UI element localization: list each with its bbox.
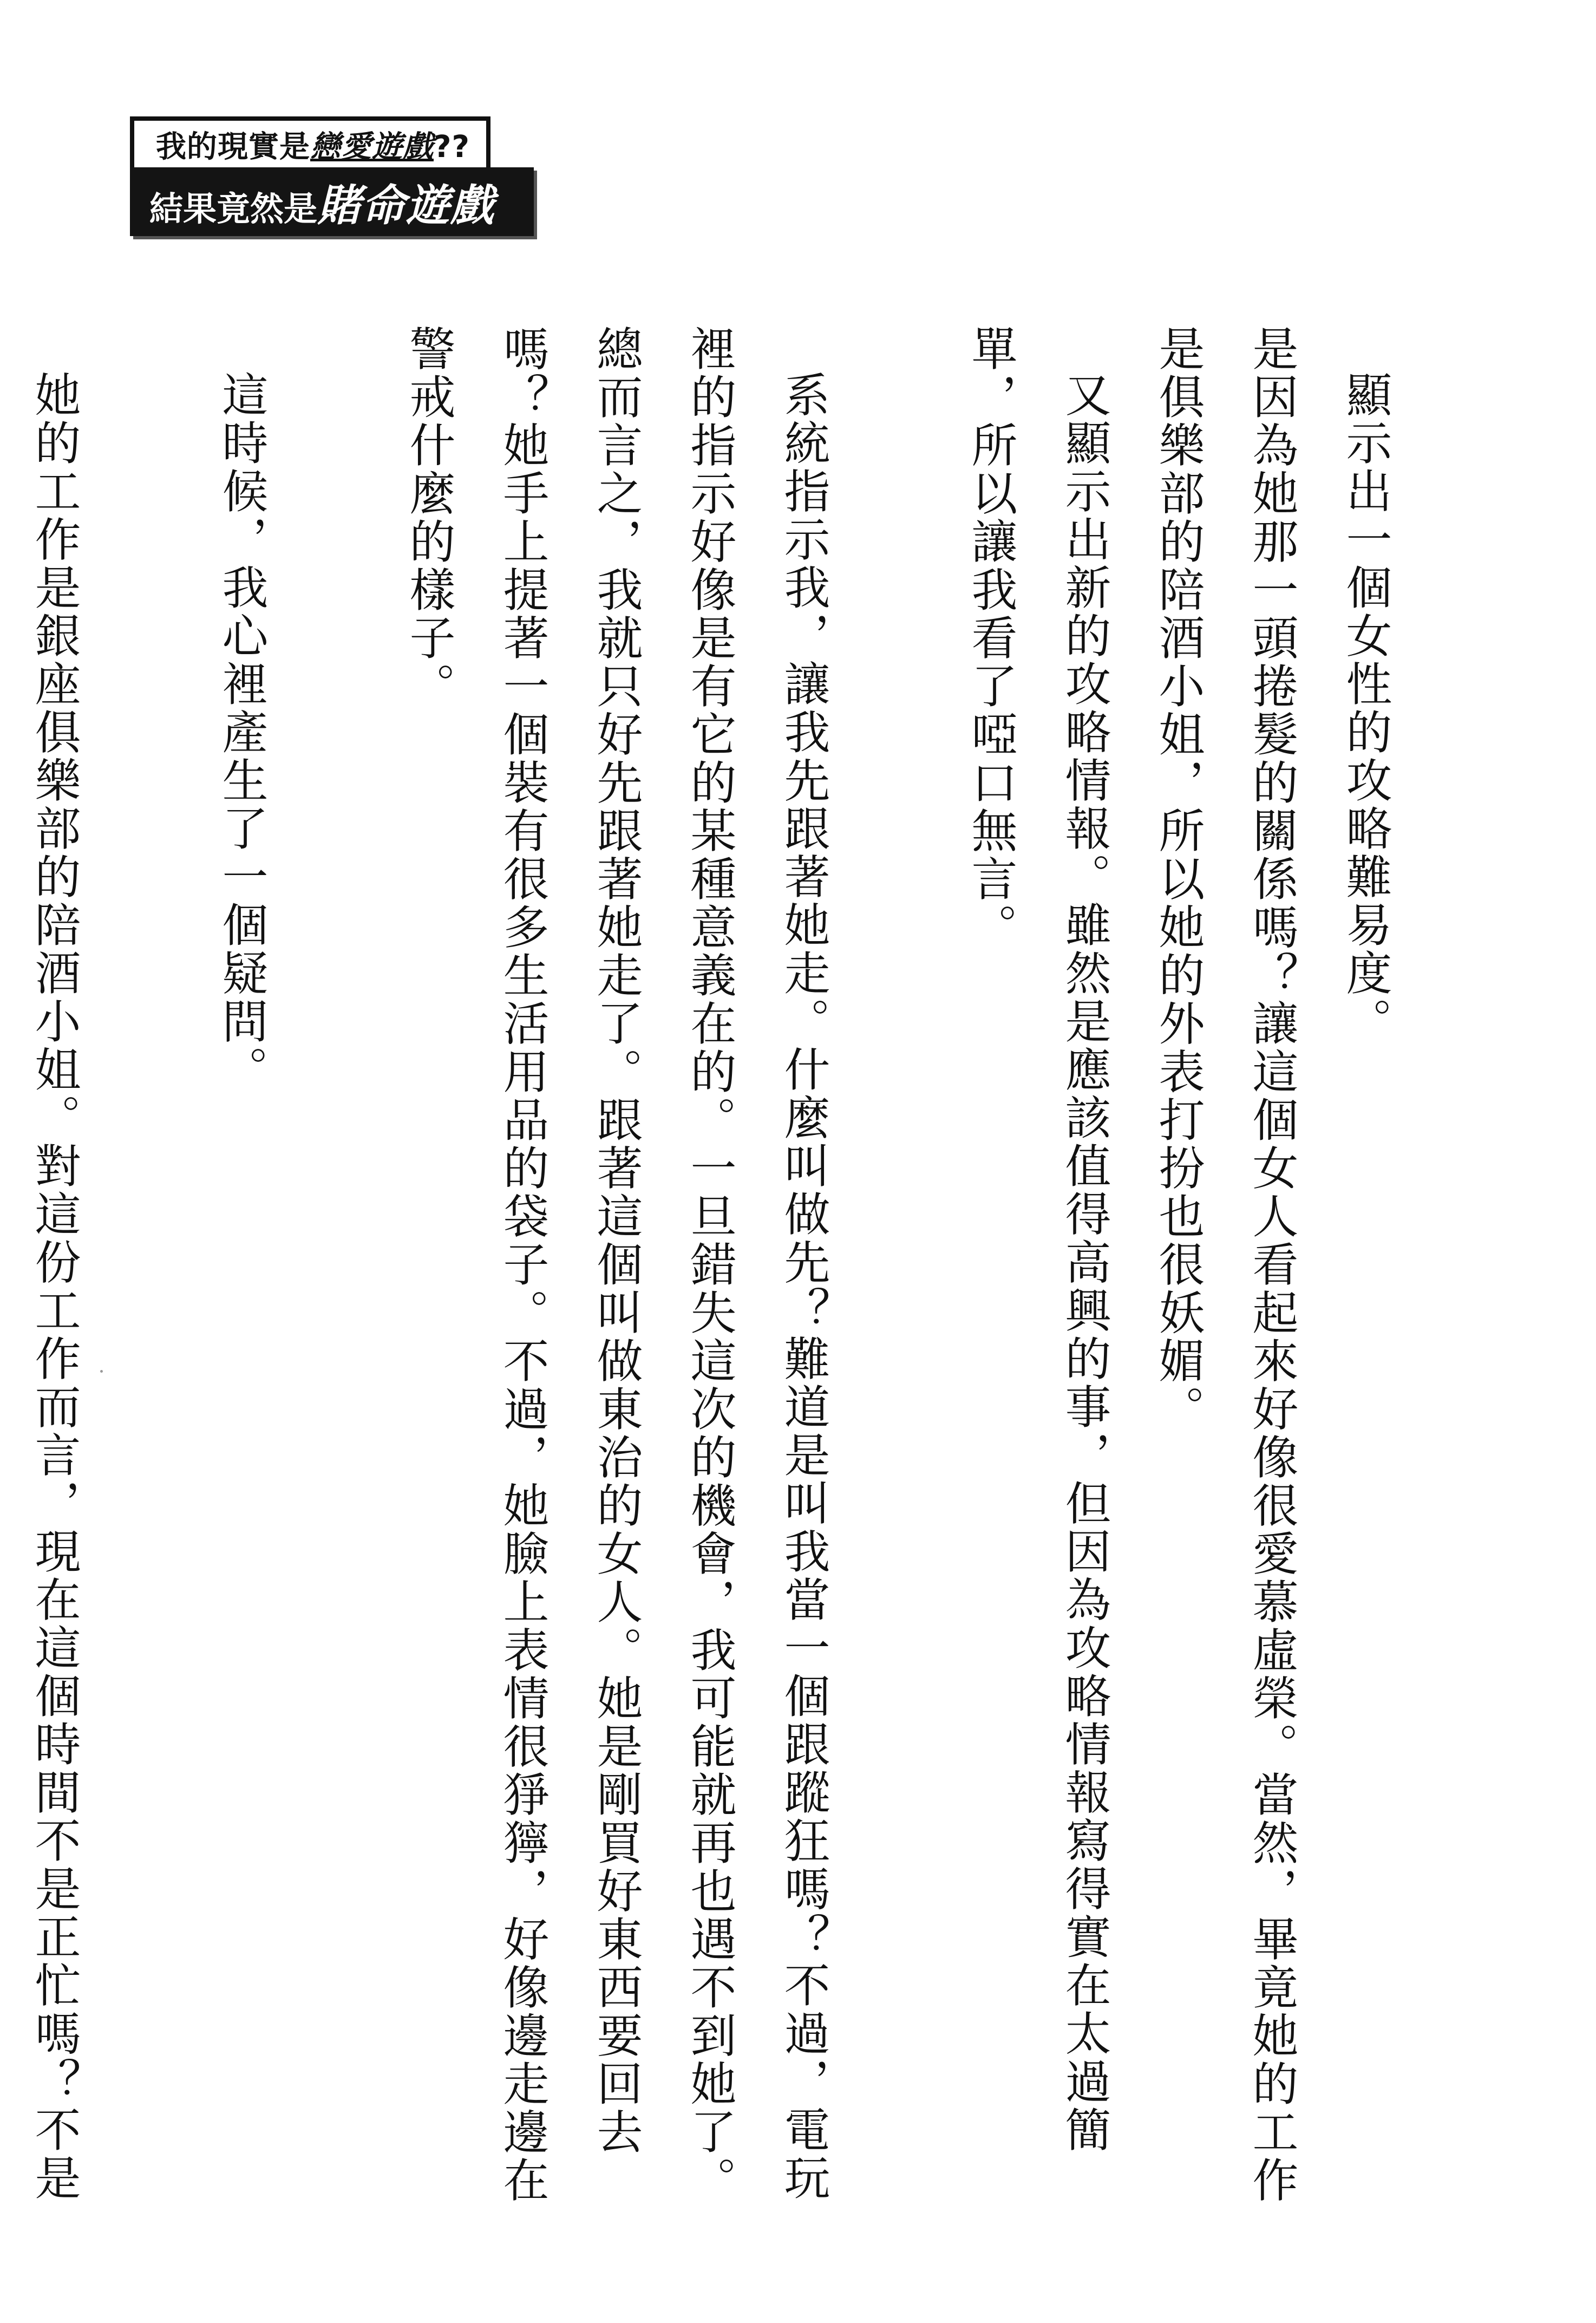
paragraph-gap (101, 325, 194, 330)
paragraph-gap (288, 325, 382, 330)
series-title-highlight: 戀愛遊戲 (310, 129, 434, 165)
series-subtitle-highlight: 賭命遊戲 (317, 180, 495, 231)
paragraph: 顯示出一個女性的攻略難易度。 (1338, 371, 1392, 1046)
paragraph: 系統指示我，讓我先跟著她走。什麼叫做先？難道是叫我當一個跟蹤狂嗎？不過，電玩裡的指示好像是有它的某種意義在的。一旦錯失這次的機會，我可能就再也遇不到她了。總而言之，我就只好先跟著她走了。跟著這個叫做東治的女人。她是剛買好東西要回去嗎？她手上提著一個裝有很多生活用品的袋子。不過，她臉上表情很猙獰，好像邊走邊在警戒什麼的樣子。 (402, 325, 830, 2204)
series-subtitle (130, 167, 534, 236)
series-title-prefix: 我的現實是 (156, 129, 310, 165)
paragraph: 她的工作是銀座俱樂部的陪酒小姐。對這份工作而言，現在這個時間不是正忙嗎？不是 (27, 371, 81, 2202)
series-title (130, 116, 490, 167)
page-body (0, 325, 1412, 2220)
scan-speck (100, 1370, 103, 1373)
series-title-suffix: ?? (434, 129, 470, 165)
running-header (130, 116, 541, 236)
paragraph: 是因為她那一頭捲髮的關係嗎？讓這個女人看起來好像很愛慕虛榮。當然，畢竟她的工作是俱樂部的陪酒小姐，所以她的外表打扮也很妖媚。 (1151, 325, 1298, 2204)
paragraph-gap (850, 325, 944, 330)
paragraph: 又顯示出新的攻略情報。雖然是應該值得高興的事，但因為攻略情報寫得實在太過簡單，所以讓我看了啞口無言。 (964, 325, 1111, 2154)
series-subtitle-prefix: 結果竟然是 (149, 189, 318, 229)
paragraph: 這時候，我心裡產生了一個疑問。 (214, 371, 268, 1094)
